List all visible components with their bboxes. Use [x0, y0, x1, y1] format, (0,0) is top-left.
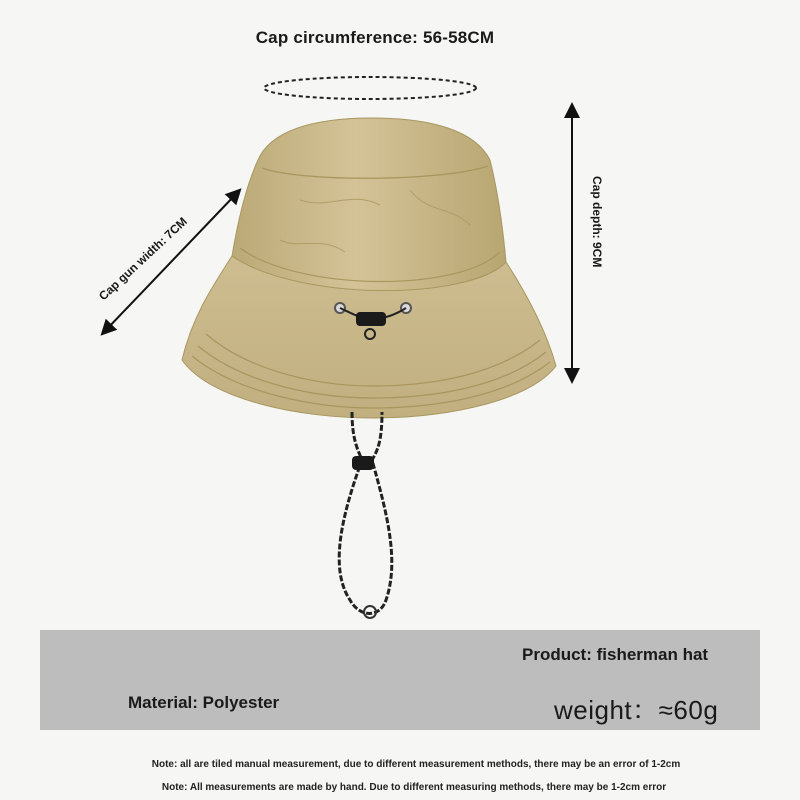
depth-label: Cap depth: 9CM	[590, 176, 604, 268]
weight-label: weight：≈60g	[554, 695, 719, 725]
chin-strap	[339, 412, 392, 614]
note-2: Note: All measurements are made by hand. Due to different measuring methods, there may be 1-2cm error	[161, 782, 667, 793]
brim-width-label: Cap gun width: 7CM	[96, 214, 190, 304]
circumference-ellipse	[264, 77, 476, 99]
circumference-label: Cap circumference: 56-58CM	[255, 28, 495, 47]
product-label: Product: fisherman hat	[522, 645, 709, 664]
cord-toggle	[356, 312, 386, 326]
material-label: Material: Polyester	[128, 693, 280, 712]
note-1: Note: all are tiled manual measurement, due to different measurement methods, there may be an error of 1-2cm	[151, 759, 681, 770]
